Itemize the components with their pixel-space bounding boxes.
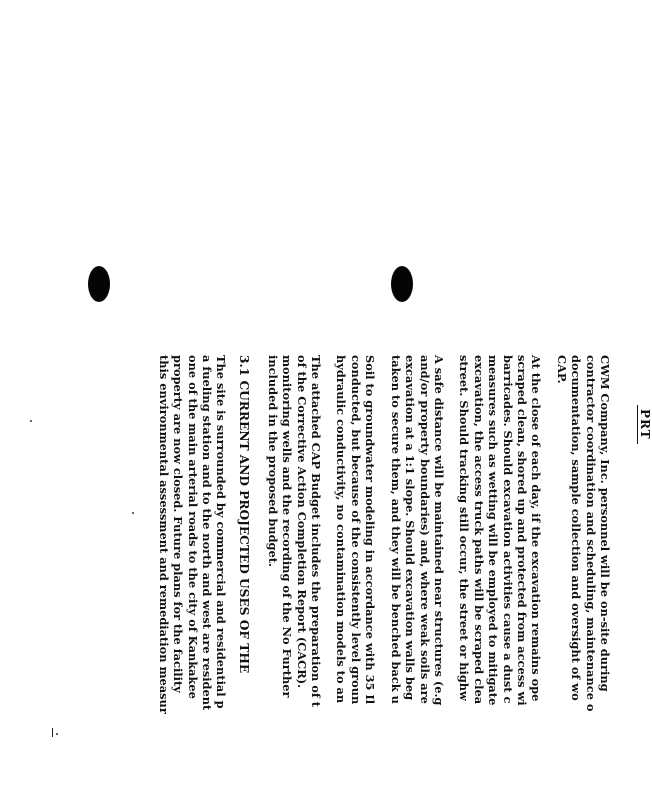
- text-line: documentation, sample collection and oversight of wo: [569, 355, 584, 701]
- punch-hole-icon: [391, 266, 413, 302]
- text-line: and/or property boundaries) and, where weak soils are: [417, 355, 432, 704]
- text-line: A safe distance will be maintained near structures (e.g: [431, 355, 446, 706]
- text-line: barricades. Should excavation activities cause a dust c: [500, 355, 515, 704]
- scan-speck: [132, 512, 134, 514]
- paragraph-cap-budget: [265, 355, 323, 800]
- text-line: a fueling station and to the north and west are resident: [200, 355, 215, 711]
- text-line: excavation, the access truck paths will be scraped clea: [471, 355, 486, 705]
- text-line: conducted, but because of the consistently level groun: [348, 355, 363, 705]
- text-line: contractor coordination and scheduling, maintenance o: [583, 355, 598, 712]
- paragraph-onsite-personnel: [554, 355, 612, 800]
- text-line: this environmental assessment and remediation measur: [156, 355, 171, 714]
- text-line: excavation at a 1:1 slope. Should excavation walls beg: [403, 355, 418, 701]
- text-line: taken to secure them, and they will be benched back u: [388, 355, 403, 704]
- paragraph-site-uses: [156, 355, 228, 800]
- text-line: The attached CAP Budget includes the preparation of t: [309, 355, 324, 707]
- scan-mark: [52, 728, 53, 737]
- text-line: The site is surrounded by commercial and residential p: [214, 355, 229, 709]
- text-line: property are now closed. Future plans for the facility: [171, 355, 186, 693]
- rotated-text-block: [145, 355, 652, 800]
- text-line: monitoring wells and the recording of the No Further: [280, 355, 295, 698]
- header-tab: PRT: [637, 405, 652, 444]
- paragraph-excavation-close: [457, 355, 543, 800]
- text-line: At the close of each day, if the excavation remains ope: [529, 355, 544, 702]
- text-line: Soil to groundwater modeling in accordance with 35 Il: [363, 355, 378, 705]
- paragraph-safe-distance: [388, 355, 446, 800]
- text-line: included in the proposed budget.: [265, 355, 280, 567]
- text-line: scraped clean, shored up and protected from access wi: [514, 355, 529, 706]
- scan-speck: [56, 733, 58, 735]
- text-line: of the Corrective Action Completion Report (CACR).: [294, 355, 309, 689]
- text-line: hydraulic conductivity, no contamination models to an: [334, 355, 349, 704]
- text-line: measures such as wetting will be employed to mitigate: [486, 355, 501, 706]
- paragraph-groundwater-modeling: [334, 355, 377, 800]
- section-heading: 3.1 CURRENT AND PROJECTED USES OF THE: [237, 355, 252, 674]
- text-line: one of the main arterial roads to the city of Kankakee: [185, 355, 200, 699]
- scan-speck: [30, 420, 32, 422]
- text-line: street. Should tracking still occur, the street or highw: [457, 355, 472, 701]
- text-line: CWM Company, Inc. personnel will be on-site during: [598, 355, 612, 692]
- text-line: CAP.: [554, 355, 569, 384]
- punch-hole-icon: [88, 266, 110, 302]
